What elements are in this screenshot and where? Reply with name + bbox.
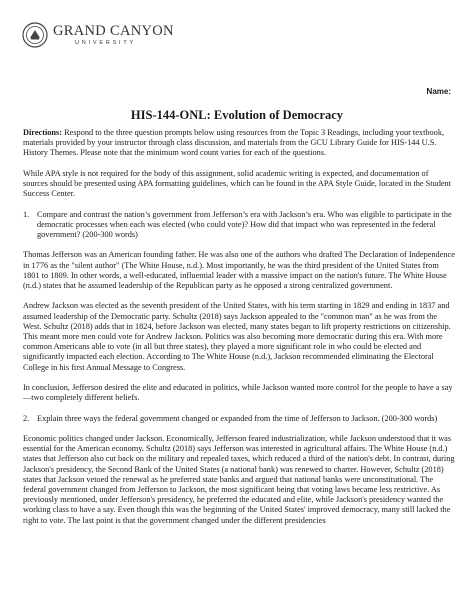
question-1 <box>23 210 455 241</box>
logo-subtitle: UNIVERSITY <box>75 39 137 46</box>
university-seal-icon <box>22 22 48 48</box>
answer-2-paragraph-1: Economic politics changed under Jackson. Economically, Jefferson feared industrialization, while Jackson understood that it was essential for the American economy. Schultz (2018) says Jefferson was interested in agricultural affairs. The White House (n.d.) states that Jefferson also cut back on the military and repealed taxes, which reduced a third of the nation's debt. In contrast, during Jackson's presidency, the Second Bank of the United States (a national bank) was renewed to charter. However, Schultz (2018) states that Jackson vetoed the renewal as he preferred state banks and argued that national banks were unconstitutional. The federal government changed from Jefferson to Jackson, the most significant being that voting laws became less restrictive. As previously mentioned, under Jefferson's presidency, he preferred the educated and elite, while Jackson's presidency wanted the working class to have a say. Even though this was the beginning of the United States' improved democracy, many still lacked the right to vote. The last point is that the government changed under the different presidencies <box>23 433 455 525</box>
directions-label: Directions: <box>23 128 63 137</box>
university-logo <box>22 22 174 48</box>
document-title: HIS-144-ONL: Evolution of Democracy <box>130 108 344 122</box>
question-2-number: 2. <box>23 413 30 423</box>
answer-1-paragraph-1: Thomas Jefferson was an American founding father. He was also one of the authors who drafted The Declaration of Independence in 1776 as the "silent author" (The White House, n.d.). Most importantly, he was the third president of the United States from 1801 to 1809. In other words, a well-educated, influential leader with a massive impact on the nation's future. The White House (n.d.) states that he assumed leadership of the Republican party as he opposed a strong centralized government. <box>23 250 455 290</box>
answer-1-paragraph-2: Andrew Jackson was elected as the seventh president of the United States, with his term starting in 1829 and ending in 1837 and assumed leadership of the Democratic party. Schultz (2018) says Jackson appealed to the "common man" as he was from the West. Schultz (2018) adds that in 1824, before Jackson was elected, many states began to lift property restrictions on citizenship. This meant more men could vote for Andrew Jackson. Politics was also becoming more democratic during this era. With more common Americans able to vote (in all but three states), they played a more significant role in who could be elected and significantly impacted each election. According to The White House (n.d.), Jackson recommended eliminating the Electoral College in his first Annual Message to Congress. <box>23 301 451 372</box>
question-2-text: Explain three ways the federal government changed or expanded from the time of Jefferson to Jackson. (200-300 words) <box>37 413 438 423</box>
question-1-text: Compare and contrast the nation’s government from Jefferson’s era with Jackson’s era. Who was eligible to participate in the democratic processes when each was elected (who could vote)? How did that impact who was represented in the federal government? (200-300 words) <box>37 209 452 239</box>
question-1-number: 1. <box>23 209 30 219</box>
answer-1-paragraph-3: In conclusion, Jefferson desired the elite and educated in politics, while Jackson wanted more control for the people to have a say—two completely different beliefs. <box>23 383 453 403</box>
directions-text: Respond to the three question prompts below using resources from the Topic 3 Readings, including your textbook, materials provided by your instructor through class discussion, and materials from the GCU Library Guide for HIS-144 U.S. History Themes. Please note that the minimum word count varies for each of the questions. <box>23 128 445 158</box>
name-label: Name: <box>426 87 451 96</box>
directions-paragraph <box>23 128 455 159</box>
document-body <box>23 128 455 536</box>
apa-note: While APA style is not required for the body of this assignment, solid academic writing is expected, and documentation of sources should be presented using APA formatting guidelines, which can be found in the APA Style Guide, located in the Student Success Center. <box>23 168 452 199</box>
question-2 <box>23 414 455 424</box>
logo-name: GRAND CANYON <box>53 23 174 39</box>
